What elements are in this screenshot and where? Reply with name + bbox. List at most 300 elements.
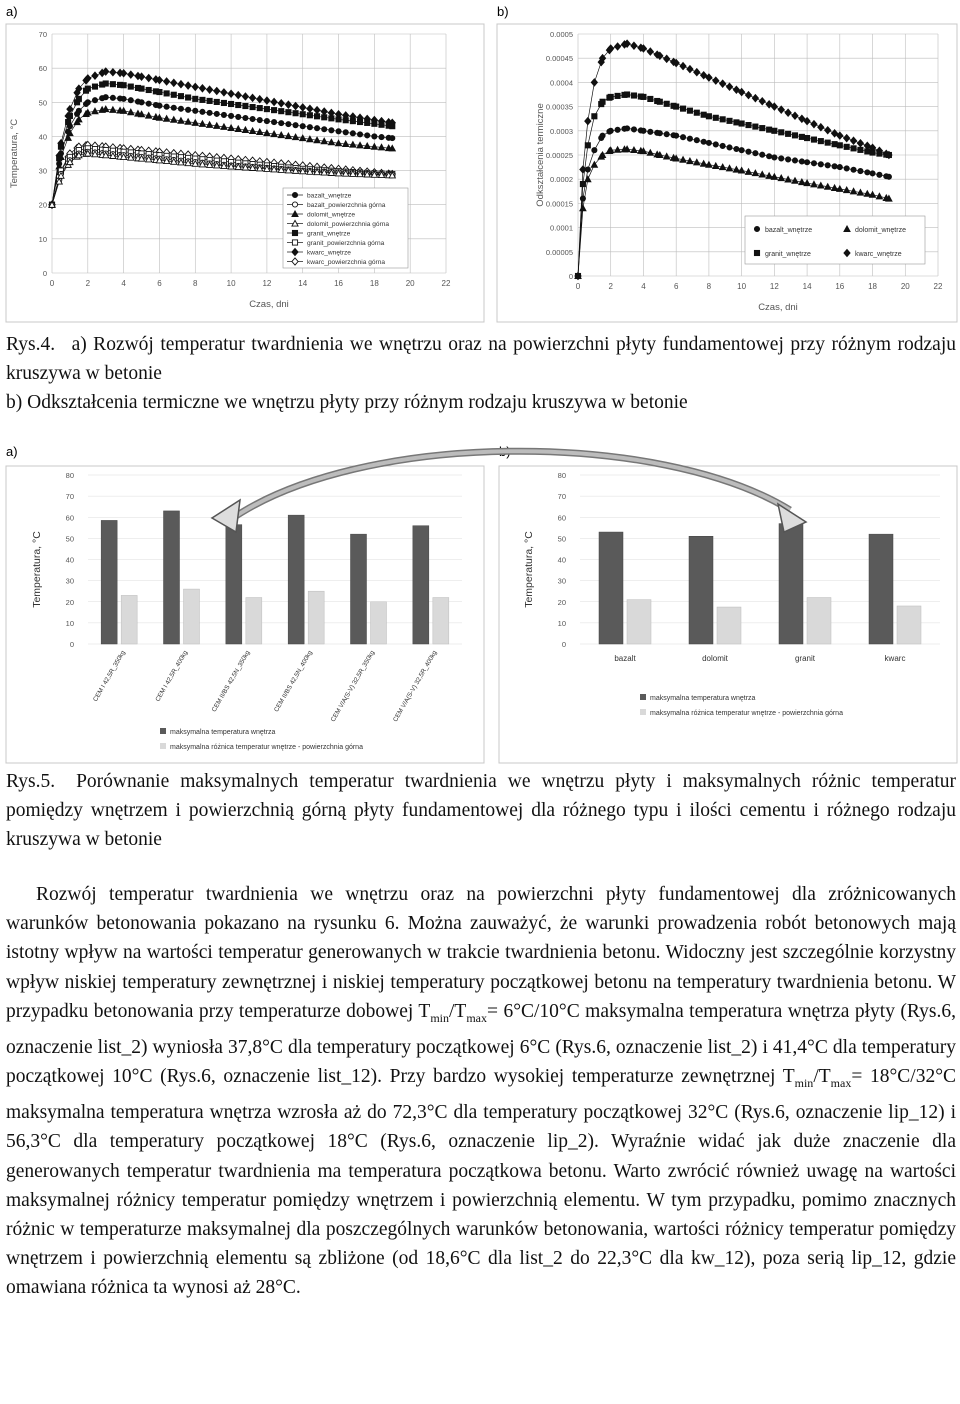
data-point <box>739 121 744 126</box>
data-point <box>832 164 837 169</box>
data-point <box>186 95 191 100</box>
data-point <box>799 159 804 164</box>
data-point <box>110 82 115 87</box>
legend-marker <box>292 230 297 235</box>
data-point <box>207 98 212 103</box>
legend-marker <box>292 240 297 245</box>
legend-label: granit_powierzchnia górna <box>307 240 385 247</box>
data-point <box>760 152 765 157</box>
x-tick-label: CEM I 42,5R_400kg <box>154 649 190 703</box>
x-tick-label: 10 <box>226 279 236 288</box>
data-point <box>357 119 362 124</box>
y-tick-label: 70 <box>557 492 566 502</box>
legend-label: maksymalna różnica temperatur wnętrze - powierzchnia górna <box>650 710 843 717</box>
data-point <box>877 172 882 177</box>
data-point <box>664 101 669 106</box>
legend-label: maksymalna temperatura wnętrza <box>170 729 276 736</box>
data-point <box>687 136 692 141</box>
data-point <box>164 104 169 109</box>
data-point <box>818 162 823 167</box>
data-point <box>641 94 646 99</box>
bar <box>627 600 651 644</box>
data-point <box>624 92 629 97</box>
fig4-panel-a-label: a) <box>6 4 18 19</box>
data-point <box>279 109 284 114</box>
data-point <box>186 107 191 112</box>
legend-label: maksymalna temperatura wnętrza <box>650 695 756 702</box>
data-point <box>128 84 133 89</box>
data-point <box>674 104 679 109</box>
data-point <box>193 96 198 101</box>
x-tick-label: granit <box>794 654 816 663</box>
data-point <box>257 105 262 110</box>
data-point <box>390 124 395 129</box>
data-point <box>171 105 176 110</box>
data-point <box>746 122 751 127</box>
data-point <box>164 91 169 96</box>
data-point <box>608 94 613 99</box>
fig5b-chart <box>523 471 940 717</box>
x-tick-label: 4 <box>121 279 126 288</box>
data-point <box>792 158 797 163</box>
y-tick-label: 70 <box>65 492 74 502</box>
y-tick-label: 0.00045 <box>545 54 573 64</box>
data-point <box>865 170 870 175</box>
x-tick-label: 12 <box>262 279 272 288</box>
x-tick-label: 16 <box>835 282 845 291</box>
data-point <box>300 112 305 117</box>
bar <box>433 598 449 644</box>
legend-swatch <box>160 728 166 734</box>
y-tick-label: 40 <box>38 132 47 142</box>
data-point <box>804 160 809 165</box>
data-point <box>648 96 653 101</box>
y-tick-label: 0.0004 <box>550 78 573 88</box>
x-tick-label: 2 <box>85 279 91 288</box>
data-point <box>772 155 777 160</box>
bar <box>897 606 921 644</box>
x-tick-label: CEM I 42,5R_350kg <box>92 649 127 703</box>
data-point <box>85 86 90 91</box>
y-tick-label: 0.0005 <box>550 30 573 39</box>
x-tick-label: 8 <box>193 279 198 288</box>
data-point <box>694 138 699 143</box>
data-point <box>279 121 284 126</box>
data-point <box>214 111 219 116</box>
data-point <box>832 142 837 147</box>
data-point <box>121 83 126 88</box>
data-point <box>379 122 384 127</box>
x-tick-label: 16 <box>334 279 343 288</box>
y-tick-label: 0 <box>42 269 47 278</box>
data-point <box>350 131 355 136</box>
data-point <box>322 115 327 120</box>
legend-label: kwarc_powierzchnia górna <box>307 259 386 266</box>
data-point <box>329 128 334 133</box>
slash-t-1: /T <box>448 1000 467 1022</box>
data-point <box>844 166 849 171</box>
data-point <box>585 143 590 148</box>
bar <box>413 526 429 644</box>
data-point <box>753 124 758 129</box>
data-point <box>92 84 97 89</box>
data-point <box>664 132 669 137</box>
data-point <box>706 140 711 145</box>
bar <box>779 524 803 644</box>
data-point <box>193 108 198 113</box>
data-point <box>713 142 718 147</box>
data-point <box>343 118 348 123</box>
body-text-part1: Rozwój temperatur twardnienia we wnętrzu oraz na powierzchni płyty fundamentowej dla zróżnicowanych warunków betonowania pokazano na rysunku 6. Można zauważyć, że warunki prowadzenia robót betonowych mają istotny wpływ na wartości temperatur generowanych w trakcie twardnienia betonu. Widoczny jest szczególnie korzystny wpływ niskiej temperatury zewnętrznej i niskiej temperatury początkowej betonu na temperatury twardnienia betonu. W przypadku betonowania przy temperaturze dobowej T <box>6 884 956 1022</box>
y-axis-label: Temperatura, °C <box>523 531 535 608</box>
data-point <box>837 143 842 148</box>
data-point <box>110 95 115 100</box>
y-tick-label: 0.0003 <box>550 126 573 136</box>
y-axis-label: Temperatura, °C <box>31 531 43 608</box>
data-point <box>157 103 162 108</box>
x-tick-label: kwarc <box>884 654 906 663</box>
data-point <box>772 128 777 133</box>
data-point <box>858 147 863 152</box>
data-point <box>257 117 262 122</box>
y-tick-label: 20 <box>38 200 47 210</box>
legend-marker <box>754 226 759 231</box>
data-point <box>694 110 699 115</box>
x-axis-label: Czas, dni <box>758 302 798 313</box>
bar <box>351 534 367 644</box>
y-tick-label: 50 <box>65 534 74 544</box>
x-tick-label: 8 <box>706 282 712 291</box>
bar <box>717 607 741 644</box>
y-tick-label: 0.00025 <box>545 151 573 160</box>
data-point <box>146 101 151 106</box>
subscript-max-1: max <box>466 1010 487 1025</box>
data-point <box>264 118 269 123</box>
legend-label: maksymalna różnica temperatur wnętrze - powierzchnia górna <box>170 744 363 751</box>
data-point <box>300 124 305 129</box>
x-tick-label: bazalt <box>614 654 636 663</box>
legend-label: kwarc_wnętrze <box>855 251 902 258</box>
data-point <box>674 133 679 138</box>
data-point <box>600 99 605 104</box>
data-point <box>286 110 291 115</box>
legend-swatch <box>160 743 166 749</box>
data-point <box>178 94 183 99</box>
data-point <box>786 131 791 136</box>
y-tick-label: 80 <box>557 471 566 480</box>
data-point <box>701 112 706 117</box>
x-tick-label: 6 <box>673 282 679 291</box>
data-point <box>767 127 772 132</box>
data-point <box>250 116 255 121</box>
body-text-part3: = 18°C/32°C maksymalna temperatura wnętrza wzrosła aż do 72,3°C dla temperatury początkowej 32°C (Rys.6, oznaczenie lip_12) i 56,3°C dla temperatury początkowej 18°C (Rys.6, oznaczenie lip_2). Wyraźnie widać jak duże znaczenie dla generowanych temperatur twardnienia ma temperatura początkowa betonu. Warto zwrócić również uwagę na wartości maksymalnej różnicy temperatur pomiędzy wnętrzem i powierzchnią elementu. W tym przypadku, pomimo znacznych różnic w temperaturze maksymalnej dla poszczególnych warunków betonowania, wartości różnicy temperatur pomiędzy wnętrzem i powierzchnią elementu są zbliżone (od 18,6°C dla list_2 do 22,3°C dla kw_12), poza serią lip_12, gdzie omawiana różnica ta wynosi aż 28°C. <box>6 1066 956 1299</box>
data-point <box>753 151 758 156</box>
data-point <box>600 133 605 138</box>
y-tick-label: 60 <box>38 64 47 74</box>
figure-4-caption <box>6 330 956 417</box>
legend-marker <box>754 250 759 255</box>
legend-label: bazalt_wnętrze <box>765 227 813 234</box>
data-point <box>851 146 856 151</box>
y-tick-label: 10 <box>65 618 74 628</box>
data-point <box>886 174 891 179</box>
y-tick-label: 30 <box>38 166 47 176</box>
data-point <box>592 114 597 119</box>
legend-swatch <box>640 709 646 715</box>
subscript-max-2: max <box>830 1076 852 1090</box>
y-tick-label: 0 <box>568 272 573 281</box>
y-tick-label: 0 <box>69 640 74 649</box>
data-point <box>886 152 891 157</box>
data-point <box>648 129 653 134</box>
data-point <box>837 165 842 170</box>
x-tick-label: CEM II/BS 42,5N_400kg <box>273 649 314 714</box>
data-point <box>336 129 341 134</box>
data-point <box>865 149 870 154</box>
data-point <box>103 95 108 100</box>
data-point <box>811 161 816 166</box>
data-point <box>701 139 706 144</box>
y-axis-label: Temperatura, °C <box>9 118 20 189</box>
legend-label: kwarc_wnętrze <box>307 249 351 257</box>
bar <box>599 532 623 644</box>
data-point <box>67 124 72 129</box>
legend-label: bazalt_wnętrze <box>307 192 352 200</box>
data-point <box>799 134 804 139</box>
y-tick-label: 50 <box>38 98 47 108</box>
data-point <box>343 130 348 135</box>
y-tick-label: 0.0002 <box>550 175 573 185</box>
data-point <box>818 139 823 144</box>
x-tick-label: 20 <box>405 279 415 288</box>
data-point <box>657 131 662 136</box>
figure-4 <box>0 0 960 326</box>
figure-5-caption <box>6 767 956 854</box>
x-tick-label: 2 <box>608 282 613 291</box>
data-point <box>307 113 312 118</box>
data-point <box>608 128 613 133</box>
data-point <box>713 115 718 120</box>
data-point <box>314 114 319 119</box>
bar <box>246 598 262 644</box>
y-tick-label: 40 <box>557 555 566 565</box>
legend-label: dolomit_powierzchnia górna <box>307 221 390 228</box>
data-point <box>825 163 830 168</box>
data-point <box>615 93 620 98</box>
y-tick-label: 0.00015 <box>545 199 573 209</box>
data-point <box>139 86 144 91</box>
y-tick-label: 70 <box>38 30 47 39</box>
data-point <box>314 126 319 131</box>
data-point <box>631 93 636 98</box>
data-point <box>357 132 362 137</box>
legend-label: granit_wnętrze <box>765 251 811 258</box>
x-tick-label: 14 <box>298 279 308 288</box>
x-tick-label: CEM II/BS 42,5N_350kg <box>210 649 252 714</box>
data-point <box>85 100 90 105</box>
data-point <box>76 96 81 101</box>
data-point <box>739 148 744 153</box>
fig5-panel-a-label: a) <box>6 444 18 459</box>
x-tick-label: 22 <box>933 282 943 291</box>
y-tick-label: 0 <box>561 640 566 649</box>
y-tick-label: 30 <box>557 576 566 586</box>
x-tick-label: 12 <box>769 282 779 291</box>
x-tick-label: 18 <box>369 279 379 288</box>
x-tick-label: CEM V/A(S-V) 32,5R_400kg <box>392 649 439 724</box>
x-tick-label: 0 <box>49 279 55 288</box>
x-tick-label: 10 <box>737 282 747 291</box>
data-point <box>243 115 248 120</box>
fig5-panel-b-label: b) <box>499 444 511 459</box>
data-point <box>365 120 370 125</box>
bar <box>226 525 242 644</box>
comparison-arrow <box>230 451 790 523</box>
subscript-min-1: min <box>430 1010 449 1025</box>
data-point <box>390 136 395 141</box>
data-point <box>236 102 241 107</box>
data-point <box>680 106 685 111</box>
bar <box>164 511 180 644</box>
data-point <box>121 96 126 101</box>
y-tick-label: 0.0001 <box>550 223 573 233</box>
data-point <box>779 156 784 161</box>
data-point <box>858 168 863 173</box>
body-paragraph <box>6 880 956 1303</box>
data-point <box>877 151 882 156</box>
x-tick-label: 20 <box>900 282 910 291</box>
slash-t-2: /T <box>813 1066 831 1088</box>
data-point <box>264 107 269 112</box>
data-point <box>680 135 685 140</box>
data-point <box>146 87 151 92</box>
data-point <box>615 127 620 132</box>
bar <box>288 515 304 644</box>
data-point <box>657 99 662 104</box>
data-point <box>870 171 875 176</box>
data-point <box>825 140 830 145</box>
data-point <box>221 112 226 117</box>
fig4-caption-line1: a) Rozwój temperatur twardnienia we wnętrzu oraz na powierzchni płyty fundamentowej przy różnym rodzaju kruszywa w betonie <box>6 334 956 384</box>
data-point <box>720 143 725 148</box>
data-point <box>221 100 226 105</box>
bar <box>184 589 200 644</box>
data-point <box>631 127 636 132</box>
data-point <box>336 117 341 122</box>
data-point <box>585 167 590 172</box>
data-point <box>851 167 856 172</box>
y-tick-label: 0.00005 <box>545 247 573 257</box>
data-point <box>76 108 81 113</box>
bar <box>308 591 324 644</box>
data-point <box>706 114 711 119</box>
data-point <box>228 113 233 118</box>
data-point <box>641 128 646 133</box>
data-point <box>200 109 205 114</box>
data-point <box>804 135 809 140</box>
fig4-caption-number: Rys.4. <box>6 334 56 355</box>
x-tick-label: 14 <box>802 282 812 291</box>
data-point <box>286 122 291 127</box>
legend-marker <box>292 192 297 197</box>
x-tick-label: 4 <box>641 282 646 291</box>
data-point <box>727 145 732 150</box>
data-point <box>734 120 739 125</box>
data-point <box>760 126 765 131</box>
x-axis-label: Czas, dni <box>249 299 289 310</box>
legend-marker <box>292 202 297 207</box>
data-point <box>271 119 276 124</box>
data-point <box>214 99 219 104</box>
data-point <box>157 89 162 94</box>
y-tick-label: 0.00035 <box>545 102 573 112</box>
data-point <box>870 150 875 155</box>
data-point <box>67 113 72 118</box>
data-point <box>379 135 384 140</box>
legend-label: dolomit_wnętrze <box>307 211 356 219</box>
data-point <box>372 134 377 139</box>
data-point <box>92 98 97 103</box>
figure-5 <box>0 440 960 765</box>
legend-label: bazalt_powierzchnia górna <box>307 202 386 209</box>
x-tick-label: 6 <box>157 279 162 288</box>
data-point <box>811 137 816 142</box>
data-point <box>592 148 597 153</box>
fig4-panel-b-label: b) <box>497 4 509 19</box>
y-tick-label: 60 <box>557 513 566 523</box>
data-point <box>786 157 791 162</box>
x-tick-label: dolomit <box>702 654 728 663</box>
legend-swatch <box>640 694 646 700</box>
comparison-arrow-inner <box>230 451 790 523</box>
data-point <box>372 121 377 126</box>
body-text-part2: = 6°C/10°C maksymalna temperatura wnętrza płyty (Rys.6, oznaczenie list_2) wyniosła 37,8°C dla temperatury początkowej 6°C (Rys.6, oznaczenie list_2) i 41,4°C dla temperatury początkowej 10°C (Rys.6, oznaczenie list_12). Przy bardzo wysokiej temperaturze zewnętrznej T <box>6 1000 956 1088</box>
subscript-min-2: min <box>794 1076 814 1090</box>
data-point <box>228 101 233 106</box>
data-point <box>307 125 312 130</box>
y-tick-label: 10 <box>38 234 47 244</box>
legend-label: dolomit_wnętrze <box>855 227 906 234</box>
data-point <box>329 116 334 121</box>
data-point <box>128 98 133 103</box>
data-point <box>243 103 248 108</box>
data-point <box>720 117 725 122</box>
y-tick-label: 30 <box>65 576 74 586</box>
x-tick-label: 0 <box>575 282 581 291</box>
bar <box>371 602 387 644</box>
x-tick-label: CEM V/A(S-V) 32,5R_350kg <box>329 649 377 724</box>
data-point <box>178 106 183 111</box>
data-point <box>236 114 241 119</box>
y-tick-label: 60 <box>65 513 74 523</box>
y-axis-label: Odkształcenia termiczne <box>535 103 546 207</box>
data-point <box>779 130 784 135</box>
data-point <box>727 118 732 123</box>
data-point <box>171 92 176 97</box>
data-point <box>293 123 298 128</box>
bar <box>121 595 137 644</box>
data-point <box>767 154 772 159</box>
data-point <box>350 119 355 124</box>
data-point <box>792 133 797 138</box>
y-tick-label: 20 <box>557 597 566 607</box>
y-tick-label: 50 <box>557 534 566 544</box>
data-point <box>687 108 692 113</box>
data-point <box>250 104 255 109</box>
data-point <box>207 110 212 115</box>
data-point <box>322 127 327 132</box>
x-tick-label: 18 <box>868 282 877 291</box>
